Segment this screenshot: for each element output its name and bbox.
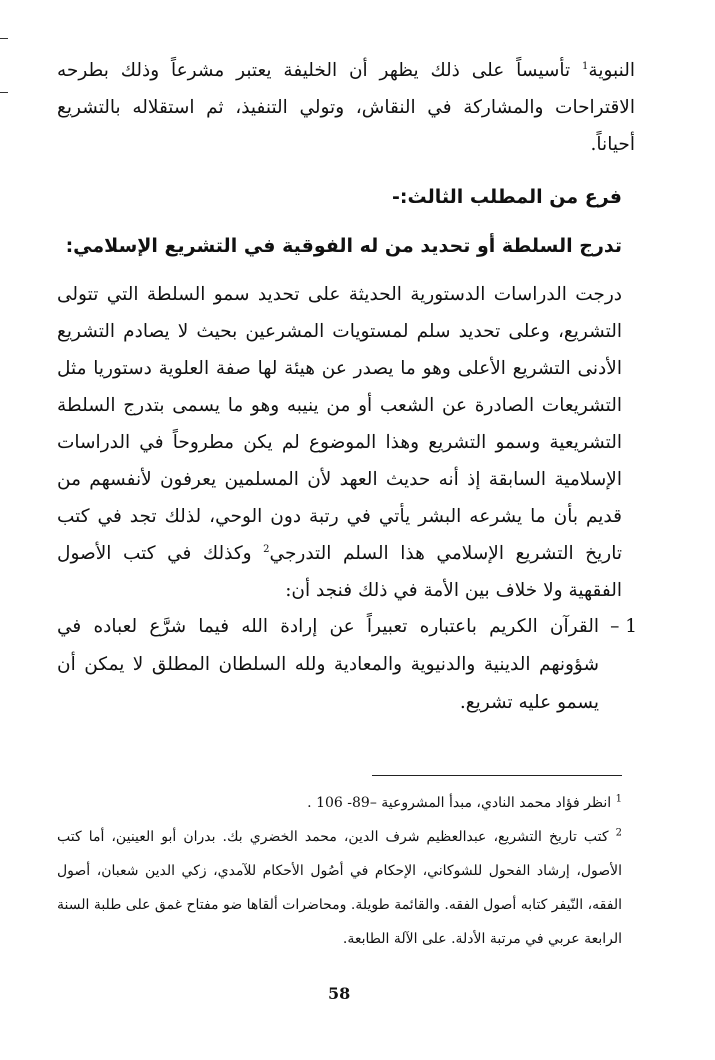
footnote-mark-2: 2 bbox=[615, 827, 622, 839]
top-paragraph-text-end: تأسيساً على ذلك يظهر أن الخليفة يعتبر مشرعاً وذلك بطرحه الاقتراحات والمشاركة في النقاش، وتولي التنفيذ، ثم استقلاله بالتشريع أحياناً. bbox=[57, 60, 635, 155]
footnote-ref-1[interactable]: 1 bbox=[582, 60, 589, 72]
top-paragraph-text-start: النبوية bbox=[588, 60, 635, 81]
footnote-1-text: انظر فؤاد محمد النادي، مبدأ المشروعية –89- 106 . bbox=[307, 795, 612, 811]
margin-mark bbox=[0, 92, 8, 93]
body-paragraph-text-start: درجت الدراسات الدستورية الحديثة على تحديد سمو السلطة التي تتولى التشريع، وعلى تحديد سلم لمستويات المشرعين بحيث لا يصادم التشريع الأدنى التشريع الأعلى وهو ما يصدر عن هيئة لها صفة العلوية دستوريا مثل التشريعات الصادرة عن الشعب أو من ينيبه وهو ما يسمى بتدرج السلطة التشريعية وسمو التشريع وهذا الموضوع لم يكن مطروحاً في الدراسات الإسلامية السابقة إذ أنه حديث العهد لأن المسلمين يعرفون لأنفسهم من قديم بأن ما يشرعه البشر يأتي في رتبة دون الوحي، لذلك تجد في كتب تاريخ التشريع الإسلامي هذا السلم التدرجي bbox=[57, 284, 622, 564]
footnote-separator bbox=[372, 775, 622, 776]
body-paragraph-text-end: وكذلك في كتب الأصول الفقهية ولا خلاف بين الأمة في ذلك فنجد أن: bbox=[57, 543, 622, 601]
page-number: 58 bbox=[328, 984, 351, 1003]
list-item bbox=[57, 608, 637, 722]
body-paragraph bbox=[57, 276, 622, 609]
top-paragraph bbox=[57, 52, 635, 163]
list-item-number: 1 – bbox=[610, 616, 637, 637]
footnote-2 bbox=[57, 820, 622, 956]
footnote-ref-2[interactable]: 2 bbox=[263, 543, 270, 555]
footnote-mark-1: 1 bbox=[615, 793, 622, 805]
footnote-2-text: كتب تاريخ التشريع، عبدالعظيم شرف الدين، محمد الخضري بك. بدران أبو العينين، أما كتب الأصول، إرشاد الفحول للشوكاني، الإحكام في أصُول الأحكام للآمدي، زكي الدين شعبان، أصول الفقه، النّيفر كتابه أصول الفقه. والقائمة طويلة. ومحاضرات ألقاها ضو مفتاح غمق على طلبة السنة الرابعة عربي في مرتبة الأدلة. على الآلة الطابعة. bbox=[57, 829, 622, 947]
list-item-text: القرآن الكريم باعتباره تعبيراً عن إرادة الله فيما شرَّع لعباده في شؤونهم الدينية والدنيوية والمعادية ولله السلطان المطلق لا يمكن أن يسمو عليه تشريع. bbox=[57, 616, 599, 713]
section-subheading: تدرج السلطة أو تحديد من له الفوقية في التشريع الإسلامي: bbox=[65, 235, 622, 257]
margin-mark bbox=[0, 38, 8, 39]
section-heading: فرع من المطلب الثالث:- bbox=[392, 186, 622, 208]
footnote-1 bbox=[57, 786, 622, 820]
